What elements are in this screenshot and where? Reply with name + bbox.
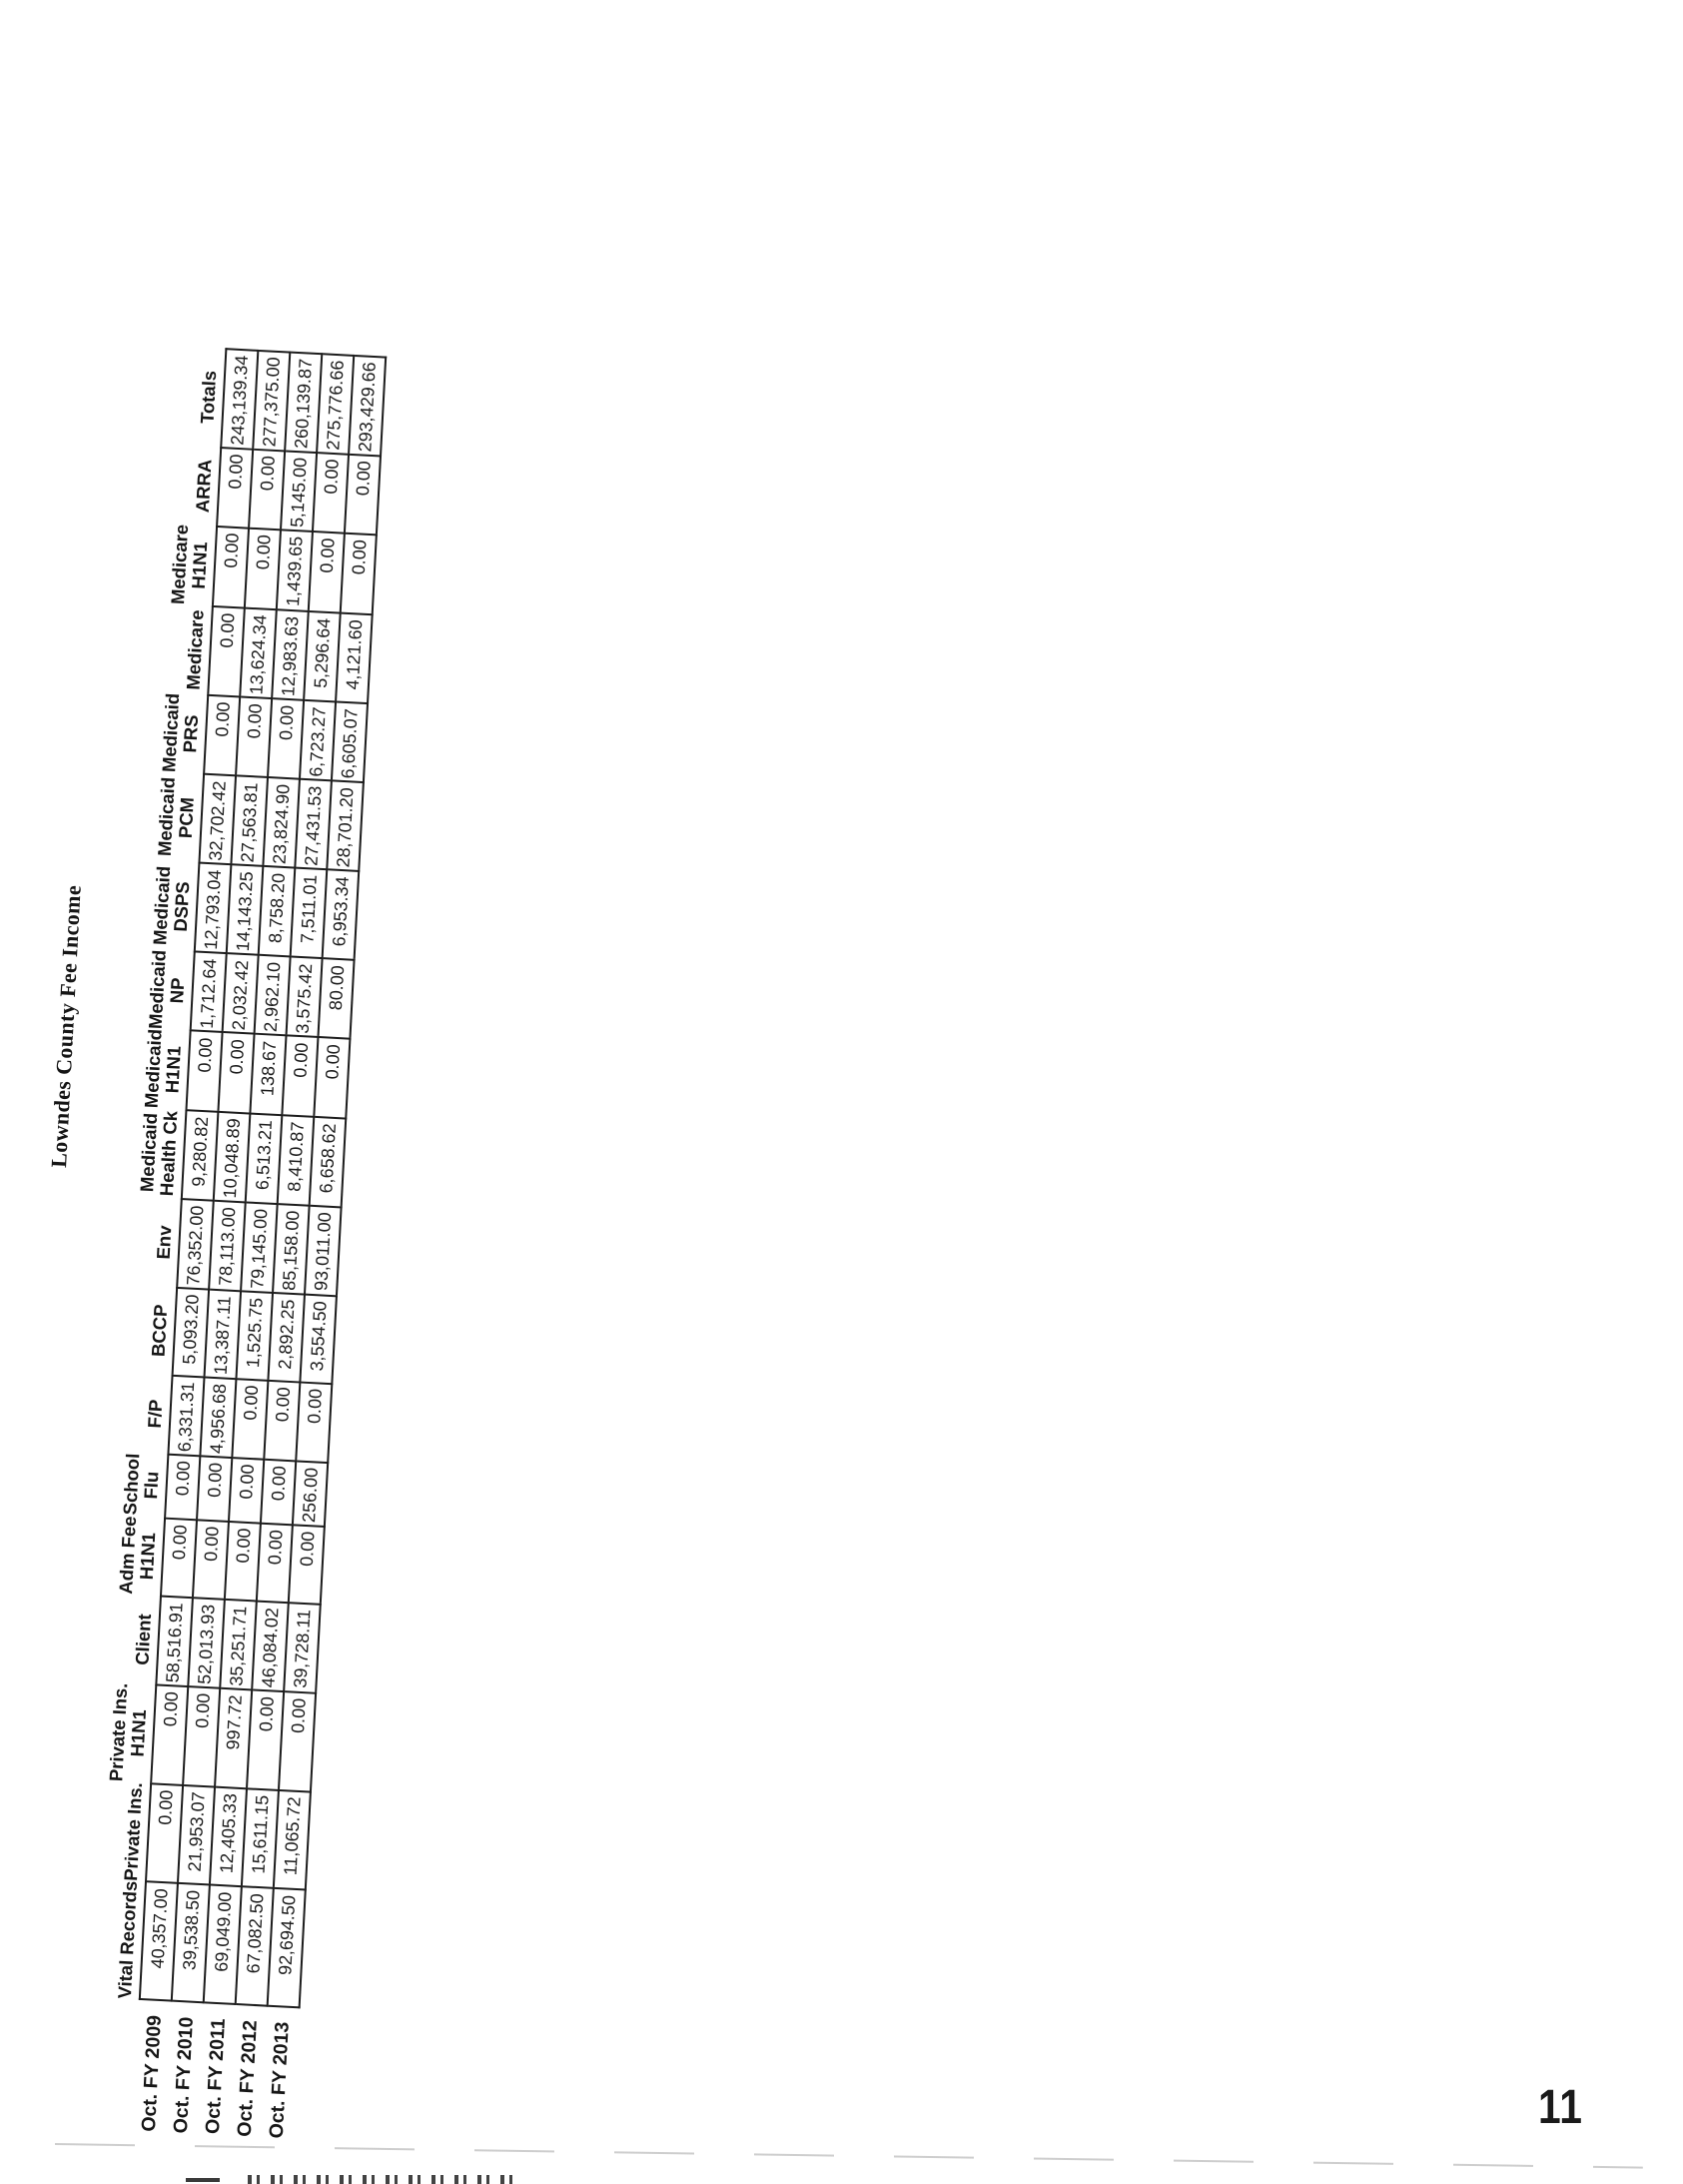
column-header-line: DSPS xyxy=(169,880,194,933)
column-header-school-flu xyxy=(112,1452,168,1519)
row-label: Oct. FY 2011 xyxy=(201,2017,230,2135)
column-header-line: BCCP xyxy=(147,1304,172,1358)
data-cell-bccp: 2,892.25 xyxy=(268,1293,305,1382)
scan-artifact-clipped-text xyxy=(248,2175,519,2184)
data-cell-private-ins-h1n1: 997.72 xyxy=(215,1688,252,1788)
row-label: Oct. FY 2012 xyxy=(233,2019,262,2138)
column-header-line: Medicaid xyxy=(136,1112,162,1193)
data-cell-adm-fee-h1n1: 0.00 xyxy=(225,1522,261,1602)
data-cell-medicaid-pcm: 28,701.20 xyxy=(327,781,364,872)
data-cell-medicaid-dsps: 14,143.25 xyxy=(227,864,264,955)
column-header-line: Adm Fee xyxy=(115,1515,141,1596)
data-cell-school-flu: 0.00 xyxy=(197,1456,232,1522)
data-cell-client: 46,084.02 xyxy=(252,1601,289,1691)
data-cell-school-flu: 0.00 xyxy=(165,1454,200,1520)
column-header-medicaid-pcm xyxy=(147,771,205,863)
data-cell-totals: 260,139.87 xyxy=(285,352,322,453)
data-cell-medicaid-pcm: 23,824.90 xyxy=(263,777,300,868)
data-cell-private-ins: 0.00 xyxy=(146,1783,183,1883)
data-cell-env: 79,145.00 xyxy=(241,1202,278,1293)
data-cell-fp: 0.00 xyxy=(232,1379,268,1460)
column-header-medicaid-np xyxy=(138,949,195,1031)
data-cell-medicaid-pcm: 32,702.42 xyxy=(199,774,236,865)
data-cell-medicaid-prs: 6,723.27 xyxy=(300,700,336,781)
data-cell-medicaid-health-ck: 10,048.89 xyxy=(214,1112,251,1203)
data-cell-arra: 0.00 xyxy=(249,449,285,530)
data-cell-medicaid-health-ck: 6,658.62 xyxy=(310,1117,347,1208)
data-cell-medicare-h1n1: 0.00 xyxy=(245,528,281,609)
data-cell-private-ins-h1n1: 0.00 xyxy=(183,1686,220,1786)
data-cell-adm-fee-h1n1: 0.00 xyxy=(289,1525,325,1605)
data-cell-vital-records: 92,694.50 xyxy=(268,1888,306,2007)
data-cell-medicaid-h1n1: 0.00 xyxy=(218,1032,254,1113)
data-cell-medicaid-prs: 0.00 xyxy=(236,696,272,777)
column-header-private-ins xyxy=(93,1780,151,1881)
column-header-line: Health Ck xyxy=(155,1110,182,1197)
page-title: Lowndes County Fee Income xyxy=(46,884,86,1169)
data-cell-arra: 0.00 xyxy=(313,453,349,534)
data-cell-totals: 243,139.34 xyxy=(221,349,258,450)
scan-artifact-dash xyxy=(186,2178,220,2182)
data-cell-medicaid-np: 2,962.10 xyxy=(255,955,291,1036)
data-cell-vital-records: 69,049.00 xyxy=(204,1885,242,2004)
data-cell-bccp: 5,093.20 xyxy=(173,1288,210,1377)
column-header-line: ARRA xyxy=(191,459,216,514)
data-cell-fp: 4,956.68 xyxy=(200,1377,236,1458)
data-cell-totals: 277,375.00 xyxy=(253,350,290,451)
data-cell-medicare: 12,983.63 xyxy=(272,609,309,700)
column-header-arra xyxy=(164,445,221,527)
data-cell-medicare: 4,121.60 xyxy=(336,612,373,703)
data-cell-medicaid-h1n1: 0.00 xyxy=(282,1036,318,1117)
column-header-medicaid-prs xyxy=(151,692,208,774)
data-cell-adm-fee-h1n1: 0.00 xyxy=(193,1520,229,1600)
data-cell-private-ins-h1n1: 0.00 xyxy=(247,1689,284,1789)
column-header-bccp xyxy=(120,1285,178,1375)
data-cell-medicare: 13,624.34 xyxy=(240,607,277,698)
column-header-line: Medicaid xyxy=(140,1028,166,1109)
data-cell-medicaid-np: 80.00 xyxy=(318,958,354,1039)
data-cell-env: 78,113.00 xyxy=(209,1200,246,1291)
data-cell-env: 93,011.00 xyxy=(305,1206,342,1297)
data-cell-client: 58,516.91 xyxy=(156,1596,193,1686)
column-header-vital-records xyxy=(87,1879,146,2000)
data-cell-private-ins: 15,611.15 xyxy=(242,1788,279,1888)
column-header-client xyxy=(103,1594,161,1685)
data-cell-adm-fee-h1n1: 0.00 xyxy=(161,1518,197,1598)
page-number: 11 xyxy=(1538,2081,1583,2134)
data-cell-school-flu: 256.00 xyxy=(293,1461,328,1527)
row-label: Oct. FY 2009 xyxy=(137,2014,166,2133)
data-cell-medicaid-dsps: 7,511.01 xyxy=(291,868,328,959)
data-cell-medicare-h1n1: 0.00 xyxy=(341,533,377,614)
scan-artifact-line xyxy=(55,2143,1643,2169)
data-cell-medicaid-prs: 0.00 xyxy=(268,698,304,779)
column-header-line: H1N1 xyxy=(161,1045,185,1094)
row-label: Oct. FY 2013 xyxy=(265,2021,294,2139)
column-header-line: Medicaid xyxy=(144,949,170,1030)
column-header-line: Medicaid xyxy=(153,776,179,857)
data-cell-env: 76,352.00 xyxy=(177,1199,214,1290)
data-cell-medicaid-dsps: 8,758.20 xyxy=(259,866,296,957)
data-cell-medicaid-pcm: 27,431.53 xyxy=(295,779,332,870)
column-header-line: PCM xyxy=(174,796,198,839)
data-cell-medicare: 0.00 xyxy=(208,606,245,697)
column-header-private-ins-h1n1 xyxy=(98,1682,156,1783)
column-header-line: School xyxy=(119,1453,144,1516)
column-header-line: H1N1 xyxy=(126,1708,150,1757)
column-header-line: Totals xyxy=(196,370,221,425)
column-header-env xyxy=(124,1196,182,1288)
data-cell-school-flu: 0.00 xyxy=(229,1458,264,1524)
data-cell-medicare-h1n1: 0.00 xyxy=(309,532,345,613)
data-cell-medicaid-np: 3,575.42 xyxy=(286,957,322,1038)
data-cell-medicare-h1n1: 0.00 xyxy=(213,527,249,608)
column-header-totals xyxy=(168,346,226,448)
data-cell-private-ins: 12,405.33 xyxy=(210,1786,247,1886)
data-cell-medicaid-dsps: 6,953.34 xyxy=(323,869,360,960)
data-cell-medicaid-pcm: 27,563.81 xyxy=(231,775,268,866)
fee-income-table xyxy=(80,345,387,2139)
data-cell-arra: 0.00 xyxy=(345,454,381,535)
row-label-header xyxy=(80,1996,140,2130)
data-cell-totals: 275,776.66 xyxy=(317,354,354,455)
data-cell-totals: 293,429.66 xyxy=(349,355,386,456)
data-cell-client: 35,251.71 xyxy=(220,1600,257,1690)
column-header-line: Medicaid xyxy=(149,865,175,946)
column-header-line: H1N1 xyxy=(135,1532,160,1581)
column-header-medicaid-dsps xyxy=(142,860,200,952)
data-cell-arra: 0.00 xyxy=(217,448,253,529)
data-cell-medicare-h1n1: 1,439.65 xyxy=(277,530,313,611)
data-cell-medicaid-health-ck: 8,410.87 xyxy=(278,1115,315,1206)
column-header-line: Flu xyxy=(140,1471,163,1500)
column-header-medicare-h1n1 xyxy=(160,524,217,606)
column-header-medicaid-h1n1 xyxy=(134,1028,191,1110)
data-cell-arra: 5,145.00 xyxy=(281,451,317,532)
column-header-line: PRS xyxy=(179,713,203,754)
data-cell-medicaid-h1n1: 0.00 xyxy=(314,1037,350,1118)
fee-income-table-rotated-wrap xyxy=(80,345,387,2139)
data-cell-medicaid-prs: 6,605.07 xyxy=(332,701,368,782)
data-cell-private-ins: 21,953.07 xyxy=(178,1785,215,1885)
data-cell-private-ins: 11,065.72 xyxy=(274,1790,311,1890)
data-cell-medicaid-h1n1: 138.67 xyxy=(250,1034,286,1115)
data-cell-fp: 0.00 xyxy=(296,1382,332,1463)
data-cell-bccp: 3,554.50 xyxy=(300,1294,337,1383)
row-label: Oct. FY 2010 xyxy=(169,2016,198,2134)
data-cell-school-flu: 0.00 xyxy=(261,1459,296,1525)
column-header-line: H1N1 xyxy=(187,541,212,590)
data-cell-medicaid-np: 1,712.64 xyxy=(191,952,227,1033)
data-cell-vital-records: 67,082.50 xyxy=(236,1887,274,2006)
data-cell-medicaid-dsps: 12,793.04 xyxy=(195,863,232,954)
column-header-line: Medicare xyxy=(182,608,208,691)
data-cell-vital-records: 40,357.00 xyxy=(140,1881,178,2000)
column-header-line: Private Ins. xyxy=(105,1681,132,1782)
column-header-fp xyxy=(116,1373,173,1455)
data-cell-adm-fee-h1n1: 0.00 xyxy=(257,1523,293,1603)
column-header-medicaid-health-ck xyxy=(129,1107,187,1199)
data-cell-private-ins-h1n1: 0.00 xyxy=(279,1691,316,1791)
data-cell-medicaid-h1n1: 0.00 xyxy=(186,1031,222,1112)
data-cell-fp: 6,331.31 xyxy=(168,1375,204,1456)
data-cell-medicaid-health-ck: 6,513.21 xyxy=(246,1113,283,1204)
column-header-line: Medicaid xyxy=(158,692,184,773)
column-header-line: F/P xyxy=(143,1399,167,1429)
data-cell-medicaid-np: 2,032.42 xyxy=(223,953,259,1034)
column-header-line: NP xyxy=(166,977,189,1004)
column-header-line: Private Ins. xyxy=(120,1781,147,1882)
data-cell-fp: 0.00 xyxy=(264,1380,300,1461)
column-header-medicare xyxy=(155,603,213,695)
column-header-adm-fee-h1n1 xyxy=(108,1516,165,1597)
data-cell-client: 39,728.11 xyxy=(284,1603,321,1693)
data-cell-medicare: 5,296.64 xyxy=(304,611,341,702)
column-header-line: Medicare xyxy=(166,524,193,605)
data-cell-bccp: 13,387.11 xyxy=(205,1289,242,1378)
data-cell-vital-records: 39,538.50 xyxy=(172,1883,210,2002)
data-cell-medicaid-health-ck: 9,280.82 xyxy=(182,1110,219,1201)
column-header-line: Env xyxy=(152,1224,176,1260)
column-header-line: Client xyxy=(131,1613,156,1666)
column-header-line: Vital Records xyxy=(113,1880,141,1999)
data-cell-medicaid-prs: 0.00 xyxy=(204,695,240,776)
data-cell-bccp: 1,525.75 xyxy=(236,1291,273,1380)
data-cell-env: 85,158.00 xyxy=(273,1204,310,1295)
data-cell-client: 52,013.93 xyxy=(188,1598,225,1688)
data-cell-private-ins-h1n1: 0.00 xyxy=(151,1684,188,1784)
